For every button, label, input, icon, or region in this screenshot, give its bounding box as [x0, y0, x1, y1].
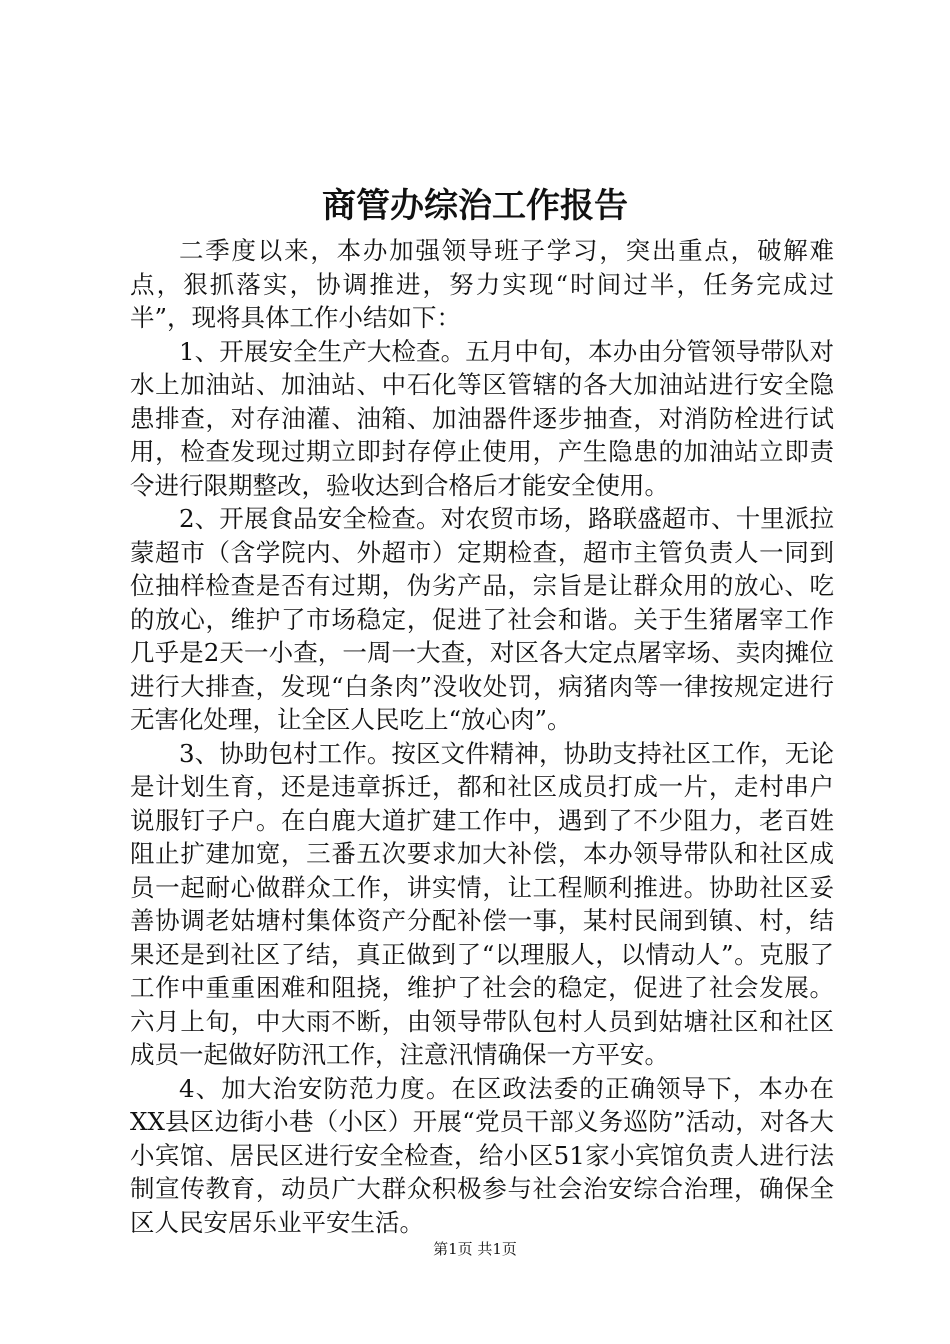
paragraph-food-safety: 2、开展食品安全检查。对农贸市场，路联盛超市、十里派拉蒙超市（含学院内、外超市）定期检查，超市主管负责人一同到位抽样检查是否有过期，伪劣产品，宗旨是让群众用的放心、吃的放心，维护了市场稳定，促进了社会和谐。关于生猪屠宰工作几乎是2天一小查，一周一大查，对区各大定点屠宰场、卖肉摊位进行大排查，发现“白条肉”没收处罚，病猪肉等一律按规定进行无害化处理，让全区人民吃上“放心肉”。: [130, 504, 834, 734]
paragraph-intro: 二季度以来，本办加强领导班子学习，突出重点，破解难点，狠抓落实，协调推进，努力实现“时间过半，任务完成过半”，现将具体工作小结如下：: [130, 236, 834, 332]
document-body: [130, 234, 834, 1239]
document-title: 商管办综治工作报告: [322, 186, 628, 226]
paragraph-village-support: 3、协助包村工作。按区文件精神，协助支持社区工作，无论是计划生育，还是违章拆迁，都和社区成员打成一片，走村串户说服钉子户。在白鹿大道扩建工作中，遇到了不少阻力，老百姓阻止扩建加宽，三番五次要求加大补偿，本办领导带队和社区成员一起耐心做群众工作，讲实情，让工程顺利推进。协助社区妥善协调老姑塘村集体资产分配补偿一事，某村民闹到镇、村，结果还是到社区了结，真正做到了“以理服人，以情动人”。克服了工作中重重困难和阻挠，维护了社会的稳定，促进了社会发展。六月上旬，中大雨不断，由领导带队包村人员到姑塘社区和社区成员一起做好防汛工作，注意汛情确保一方平安。: [130, 738, 834, 1069]
paragraph-safety-inspection: 1、开展安全生产大检查。五月中旬，本办由分管领导带队对水上加油站、加油站、中石化等区管辖的各大加油站进行安全隐患排查，对存油灌、油箱、加油器件逐步抽查，对消防栓进行试用，检查发现过期立即封存停止使用，产生隐患的加油站立即责令进行限期整改，验收达到合格后才能安全使用。: [130, 336, 834, 500]
page-number-footer: 第1页 共1页: [433, 1240, 517, 1258]
paragraph-public-security: 4、加大治安防范力度。在区政法委的正确领导下，本办在XX县区边街小巷（小区）开展“党员干部义务巡防”活动，对各大小宾馆、居民区进行安全检查，给小区51家小宾馆负责人进行法制宣传教育，动员广大群众积极参与社会治安综合治理，确保全区人民安居乐业平安生活。: [130, 1073, 834, 1237]
